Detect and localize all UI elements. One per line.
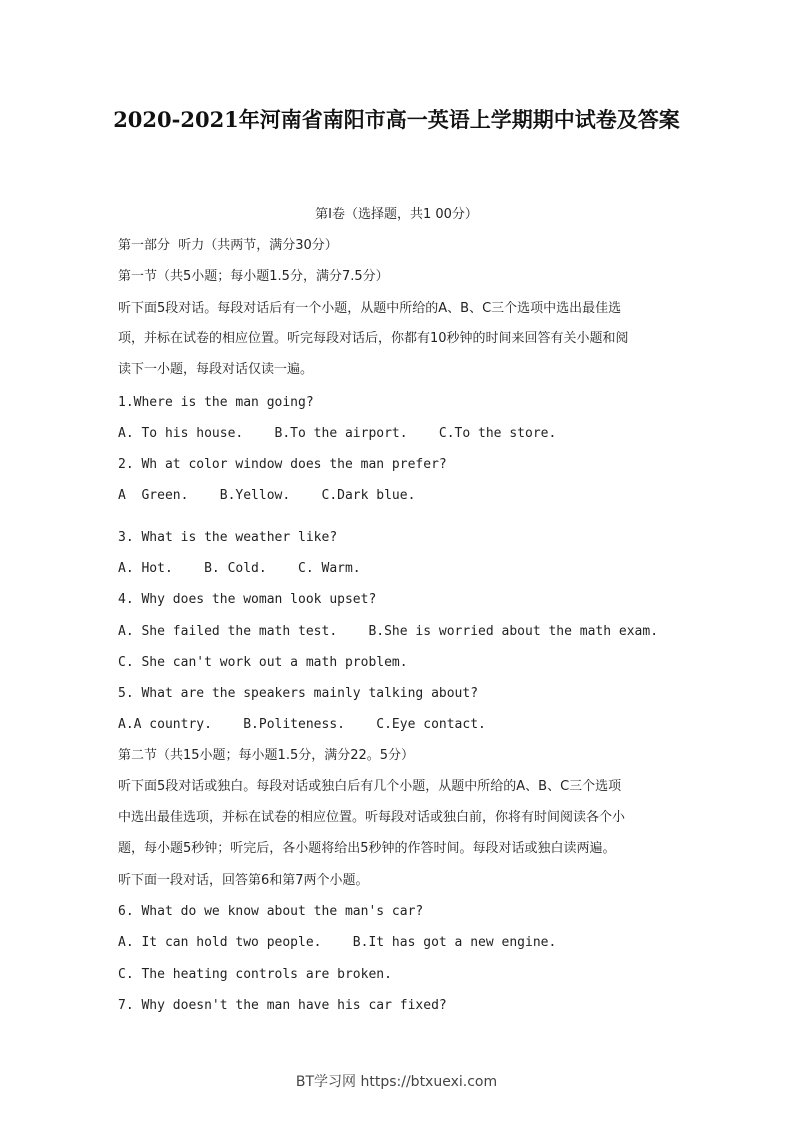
instruction-text: 听下面一段对话，回答第6和第7两个小题。 — [118, 873, 369, 888]
part-heading: 第一部分 听力（共两节，满分30分） — [118, 238, 338, 253]
section-heading: 第二节（共15小题；每小题1.5分，满分22。5分） — [118, 748, 415, 763]
instruction-text: 项，并标在试卷的相应位置。听完每段对话后，你都有10秒钟的时间来回答有关小题和阅 — [118, 331, 629, 346]
question: 2. Wh at color window does the man prefer? — [118, 457, 447, 472]
options: C. She can't work out a math problem. — [118, 655, 408, 670]
question: 1.Where is the man going? — [118, 395, 314, 410]
question: 6. What do we know about the man's car? — [118, 904, 424, 919]
question: 7. Why doesn't the man have his car fixed? — [118, 998, 447, 1013]
instruction-text: 题，每小题5秒钟；听完后，各小题将给出5秒钟的作答时间。每段对话或独白读两遍。 — [118, 841, 616, 856]
question: 4. Why does the woman look upset? — [118, 592, 377, 607]
footer-watermark: BT学习网 https://btxuexi.com — [295, 1074, 498, 1090]
document-title: 2020-2021年河南省南阳市高一英语上学期期中试卷及答案 — [113, 107, 680, 132]
question: 5. What are the speakers mainly talking about? — [118, 686, 479, 701]
options: A Green. B.Yellow. C.Dark blue. — [118, 488, 416, 503]
instruction-text: 听下面5段对话或独白。每段对话或独白后有几个小题，从题中所给的A、B、C三个选项 — [118, 779, 622, 794]
options: A.A country. B.Politeness. C.Eye contact. — [118, 717, 486, 732]
options: C. The heating controls are broken. — [118, 967, 392, 982]
section-heading: 第一节（共5小题；每小题1.5分，满分7.5分） — [118, 269, 389, 284]
instruction-text: 中选出最佳选项，并标在试卷的相应位置。听每段对话或独白前，你将有时间阅读各个小 — [118, 810, 626, 825]
question: 3. What is the weather like? — [118, 530, 338, 545]
options: A. She failed the math test. B.She is worried about the math exam. — [118, 624, 659, 639]
options: A. Hot. B. Cold. C. Warm. — [118, 561, 361, 576]
options: A. It can hold two people. B.It has got a new engine. — [118, 935, 557, 950]
section-heading: 第Ⅰ卷（选择题，共1 00分） — [315, 207, 478, 222]
instruction-text: 听下面5段对话。每段对话后有一个小题，从题中所给的A、B、C三个选项中选出最佳选 — [118, 301, 622, 316]
options: A. To his house. B.To the airport. C.To the store. — [118, 426, 557, 441]
instruction-text: 读下一小题，每段对话仅读一遍。 — [118, 362, 314, 377]
